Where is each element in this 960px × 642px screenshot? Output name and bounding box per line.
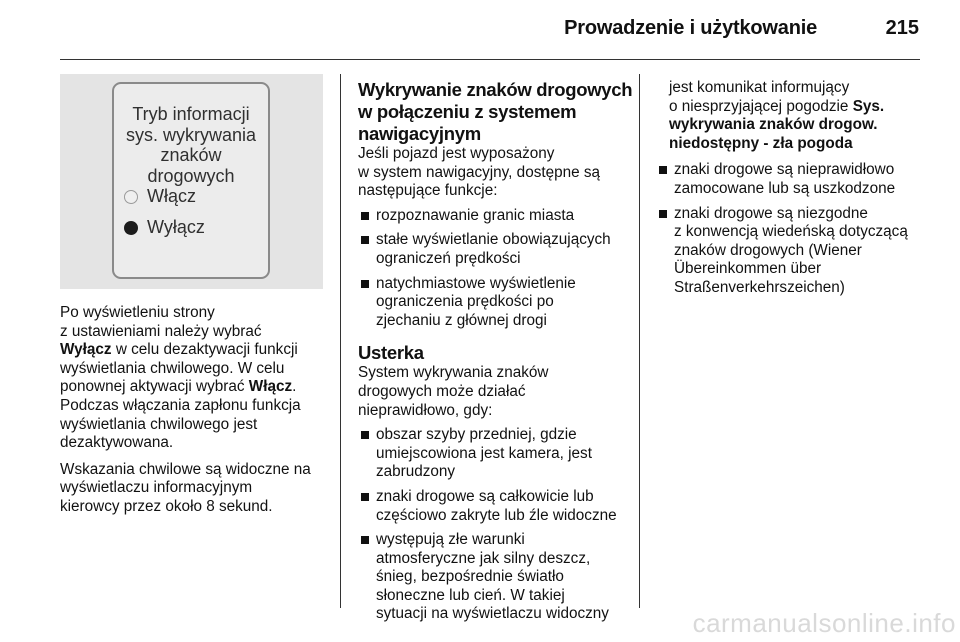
text-line: zabrudzony xyxy=(376,463,456,481)
list-item xyxy=(358,231,636,268)
option-label: Włącz xyxy=(147,186,196,206)
text-line: znaki drogowe są niezgodne xyxy=(674,204,868,222)
fault-intro-paragraph xyxy=(358,364,636,420)
bold-term: Wyłącz xyxy=(60,341,112,359)
heading-line: Wykrywanie znaków drogowych xyxy=(358,79,633,100)
list-item xyxy=(358,488,636,525)
bullet-icon xyxy=(361,493,369,501)
text-line: umiejscowiona jest kamera, jest xyxy=(376,444,592,462)
bold-term: Sys. xyxy=(852,97,885,115)
bullet-icon xyxy=(361,431,369,439)
paragraph-1 xyxy=(60,304,332,453)
column-3-text xyxy=(656,79,946,304)
option-label: Wyłącz xyxy=(147,217,205,237)
text-line: jest komunikat informujący xyxy=(669,79,850,96)
bullet-icon xyxy=(361,236,369,244)
text-line: Jeśli pojazd jest wyposażony xyxy=(358,145,555,162)
text-line: natychmiastowe wyświetlenie xyxy=(376,274,576,292)
column-2-text xyxy=(358,79,636,630)
text-line: wyświetlania chwilowego jest xyxy=(60,415,258,433)
text-line: ponownej aktywacji wybrać xyxy=(60,378,249,396)
list-item xyxy=(656,161,946,198)
page-header-title: Prowadzenie i użytkowanie xyxy=(564,17,817,39)
bullet-icon xyxy=(659,210,667,218)
column-1-text xyxy=(60,304,332,525)
heading-line: w połączeniu z systemem xyxy=(358,101,577,122)
text-line: wyświetlaczu informacyjnym xyxy=(60,479,253,497)
screen-title: Tryb informacji sys. wykrywania znaków drogowych xyxy=(125,104,257,186)
text-line: atmosferyczne jak silny deszcz, xyxy=(376,549,591,567)
bullet-icon xyxy=(659,166,667,174)
text-line: nieprawidłowo, gdy: xyxy=(358,401,493,419)
option-wlacz xyxy=(124,186,196,207)
text-line: częściowo zakryte lub źle widoczne xyxy=(376,506,617,524)
text-line: o niesprzyjającej pogodzie xyxy=(669,97,853,115)
text-line: obszar szyby przedniej, gdzie xyxy=(376,426,577,444)
list-item xyxy=(656,205,946,298)
text-line: Straßenverkehrszeichen) xyxy=(674,278,845,296)
text-line: śnieg, bezpośrednie światło xyxy=(376,568,564,586)
bullet-icon xyxy=(361,536,369,544)
continued-paragraph xyxy=(656,79,946,153)
section-heading-navigation xyxy=(358,79,636,145)
fault-list xyxy=(358,426,636,624)
display-screen xyxy=(112,82,270,279)
text-line: z ustawieniami należy wybrać xyxy=(60,322,262,340)
condition-list xyxy=(656,161,946,297)
list-item xyxy=(358,275,636,331)
bullet-icon xyxy=(361,280,369,288)
feature-list xyxy=(358,207,636,331)
list-item xyxy=(358,531,636,624)
text-line: dezaktywowana. xyxy=(60,434,174,452)
text-line: znaków drogowych (Wiener xyxy=(674,241,862,259)
section-heading-fault: Usterka xyxy=(358,342,424,364)
option-wylacz xyxy=(124,217,205,238)
text-line: Übereinkommen über xyxy=(674,260,822,278)
page-number: 215 xyxy=(885,17,919,39)
bullet-icon xyxy=(361,212,369,220)
bold-term: niedostępny - zła pogoda xyxy=(669,134,853,152)
text-line: stałe wyświetlanie obowiązujących xyxy=(376,231,611,249)
text-line: Po wyświetleniu strony xyxy=(60,304,215,321)
text-line: ograniczeń prędkości xyxy=(376,249,521,267)
intro-paragraph xyxy=(358,145,636,201)
heading-line: nawigacyjnym xyxy=(358,123,481,144)
text-line: sytuacji na wyświetlaczu widoczny xyxy=(376,605,609,623)
text-line: System wykrywania znaków xyxy=(358,364,549,382)
text-line: znaki drogowe są całkowicie lub xyxy=(376,487,594,505)
radio-selected-icon xyxy=(124,221,138,235)
bold-term: Włącz xyxy=(248,378,293,396)
text-line: rozpoznawanie granic miasta xyxy=(376,206,575,224)
list-item xyxy=(358,207,636,226)
text-line: Podczas włączania zapłonu funkcja xyxy=(60,396,301,414)
text-line: w celu dezaktywacji funkcji xyxy=(111,341,298,359)
column-divider-1 xyxy=(340,74,341,608)
watermark: carmanualsonline.info xyxy=(692,608,956,638)
text-line: w system nawigacyjny, dostępne są xyxy=(358,163,601,181)
bold-term: wykrywania znaków drogow. xyxy=(669,116,878,134)
text-line: występują złe warunki xyxy=(376,531,525,549)
text-line: . xyxy=(292,378,297,396)
text-line: ograniczenia prędkości po xyxy=(376,293,554,311)
radio-unselected-icon xyxy=(124,190,138,204)
text-line: z konwencją wiedeńską dotyczącą xyxy=(674,223,908,241)
column-divider-2 xyxy=(639,74,640,608)
text-line: słoneczne lub cień. W takiej xyxy=(376,586,565,604)
header-divider xyxy=(60,59,920,60)
list-item xyxy=(358,426,636,482)
text-line: kierowcy przez około 8 sekund. xyxy=(60,497,273,515)
text-line: następujące funkcje: xyxy=(358,182,498,200)
text-line: drogowych może działać xyxy=(358,382,526,400)
text-line: zamocowane lub są uszkodzone xyxy=(674,179,896,197)
paragraph-2 xyxy=(60,461,332,517)
text-line: wyświetlania chwilowego. W celu xyxy=(60,359,285,377)
text-line: zjechaniu z głównej drogi xyxy=(376,311,547,329)
display-illustration xyxy=(60,74,323,289)
text-line: znaki drogowe są nieprawidłowo xyxy=(674,161,895,179)
text-line: Wskazania chwilowe są widoczne na xyxy=(60,460,311,478)
